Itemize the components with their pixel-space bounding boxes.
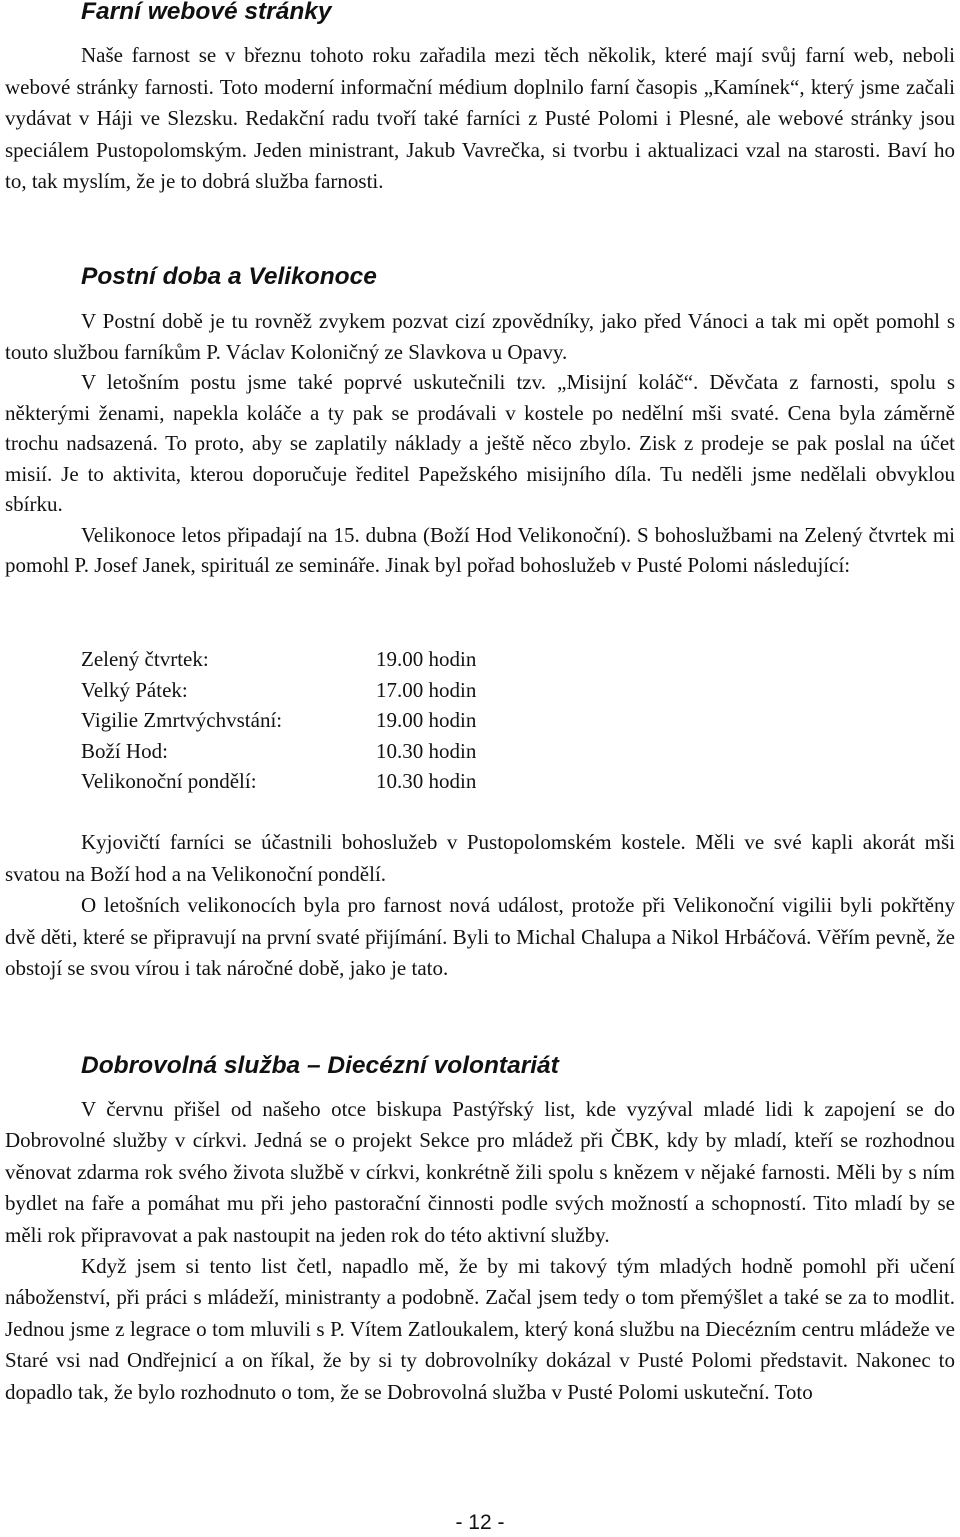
section-title-postni-doba: Postní doba a Velikonoce [81,263,377,290]
paragraph: V červnu přišel od našeho otce biskupa Pastýřský list, kde vyzýval mladé lidi k zapojení se do Dobrovolné služby v církvi. Jedná se o projekt Sekce pro mládež při ČBK, kdy by mladí, kteří se rozhodnou věnovat zdarma rok svého života službě v církvi, konkrétně žili spolu s knězem v nějaké farnosti. Měli by s ním bydlet na faře a pomáhat mu při jeho pastorační činnosti podle svých možností a schopností. Tito mladí by se měli rok připravovat a pak nastoupit na jeden rok do této aktivní služby. [5,1097,955,1247]
schedule-day: Velikonoční pondělí: [81,769,257,793]
paragraph: O letošních velikonocích byla pro farnost nová událost, protože při Velikonoční vigilii byli pokřtěny dvě děti, které se připravují na první svaté přijímání. Byli to Michal Chalupa a Nikol Hrbáčová. Věřím pevně, že obstojí se svou vírou i tak náročné době, jako je tato. [5,893,955,980]
paragraph: V letošním postu jsme také poprvé uskutečnili tzv. „Misijní koláč“. Děvčata z farnosti, spolu s některými ženami, napekla koláče a ty pak se prodávali v kostele po nedělní mši svaté. Cena byla záměrně trochu nadsazená. To proto, aby se zaplatily náklady a ještě něco zbylo. Zisk z prodeje se pak poslal na účet misií. Je to aktivita, kterou doporučuje ředitel Papežského misijního díla. Tu neděli jsme nedělali obvyklou sbírku. [5,370,955,516]
paragraph: Kyjovičtí farníci se účastnili bohoslužeb v Pustopolomském kostele. Měli ve své kapli akorát mši svatou na Boží hod a na Velikonoční pondělí. [5,830,955,886]
section-title-farni-web: Farní webové stránky [81,0,332,25]
table-row [81,705,476,736]
table-row [81,766,476,797]
paragraph: Velikonoce letos připadají na 15. dubna (Boží Hod Velikonoční). S bohoslužbami na Zelený čtvrtek mi pomohl P. Josef Janek, spirituál ze semináře. Jinak byl pořad bohoslužeb v Pusté Polomi následující: [5,522,955,577]
page-number: - 12 - [455,1511,505,1534]
schedule-day: Vigilie Zmrtvýchvstání: [81,708,283,732]
section-body-dobrovolna-sluzba [5,1094,955,1408]
schedule-time: 10.30 hodin [376,738,477,763]
paragraph: Naše farnost se v březnu tohoto roku zařadila mezi těch několik, které mají svůj farní web, neboli webové stránky farnosti. Toto moderní informační médium doplnilo farní časopis „Kamínek“, který jsme začali vydávat v Háji ve Slezsku. Redakční radu tvoří také farníci z Pusté Polomi i Plesné, ale webové stránky jsou speciálem Pustopolomským. Jeden ministrant, Jakub Vavrečka, si tvorbu i aktualizaci vzal na starosti. Baví ho to, tak myslím, že je to dobrá služba farnosti. [5,43,955,193]
schedule-time: 19.00 hodin [376,708,477,732]
schedule-time: 17.00 hodin [376,677,477,702]
table-row [81,736,476,767]
section-title-dobrovolna-sluzba: Dobrovolná služba – Diecézní volontariát [81,1052,559,1079]
schedule-time: 19.00 hodin [376,647,477,671]
schedule-day: Boží Hod: [81,738,168,763]
section-body-postni-doba-continued [5,827,955,985]
schedule-day: Zelený čtvrtek: [81,647,209,671]
section-body-farni-web [5,40,955,198]
table-row [81,675,476,706]
schedule-day: Velký Pátek: [81,677,188,702]
paragraph: V Postní době je tu rovněž zvykem pozvat cizí zpovědníky, jako před Vánoci a tak mi opět pomohl s touto službou farníkům P. Václav Koloničný ze Slavkova u Opavy. [5,309,955,364]
easter-schedule-table [81,644,476,797]
paragraph: Když jsem si tento list četl, napadlo mě, že by mi takový tým mladých hodně pomohl při učení náboženství, při práci s mládeží, ministranty a podobně. Začal jsem tedy o tom přemýšlet a také se za to modlit. Jednou jsme z legrace o tom mluvili s P. Vítem Zatloukalem, který koná službu na Diecézním centru mládeže ve Staré vsi nad Ondřejnicí a on říkal, že by si ty dobrovolníky dokázal v Pusté Polomi představit. Nakonec to dopadlo tak, že bylo rozhodnuto o tom, že se Dobrovolná služba v Pusté Polomi uskuteční. Toto [5,1254,955,1404]
schedule-time: 10.30 hodin [376,769,477,793]
table-row [81,644,476,675]
section-body-postni-doba [5,306,955,581]
